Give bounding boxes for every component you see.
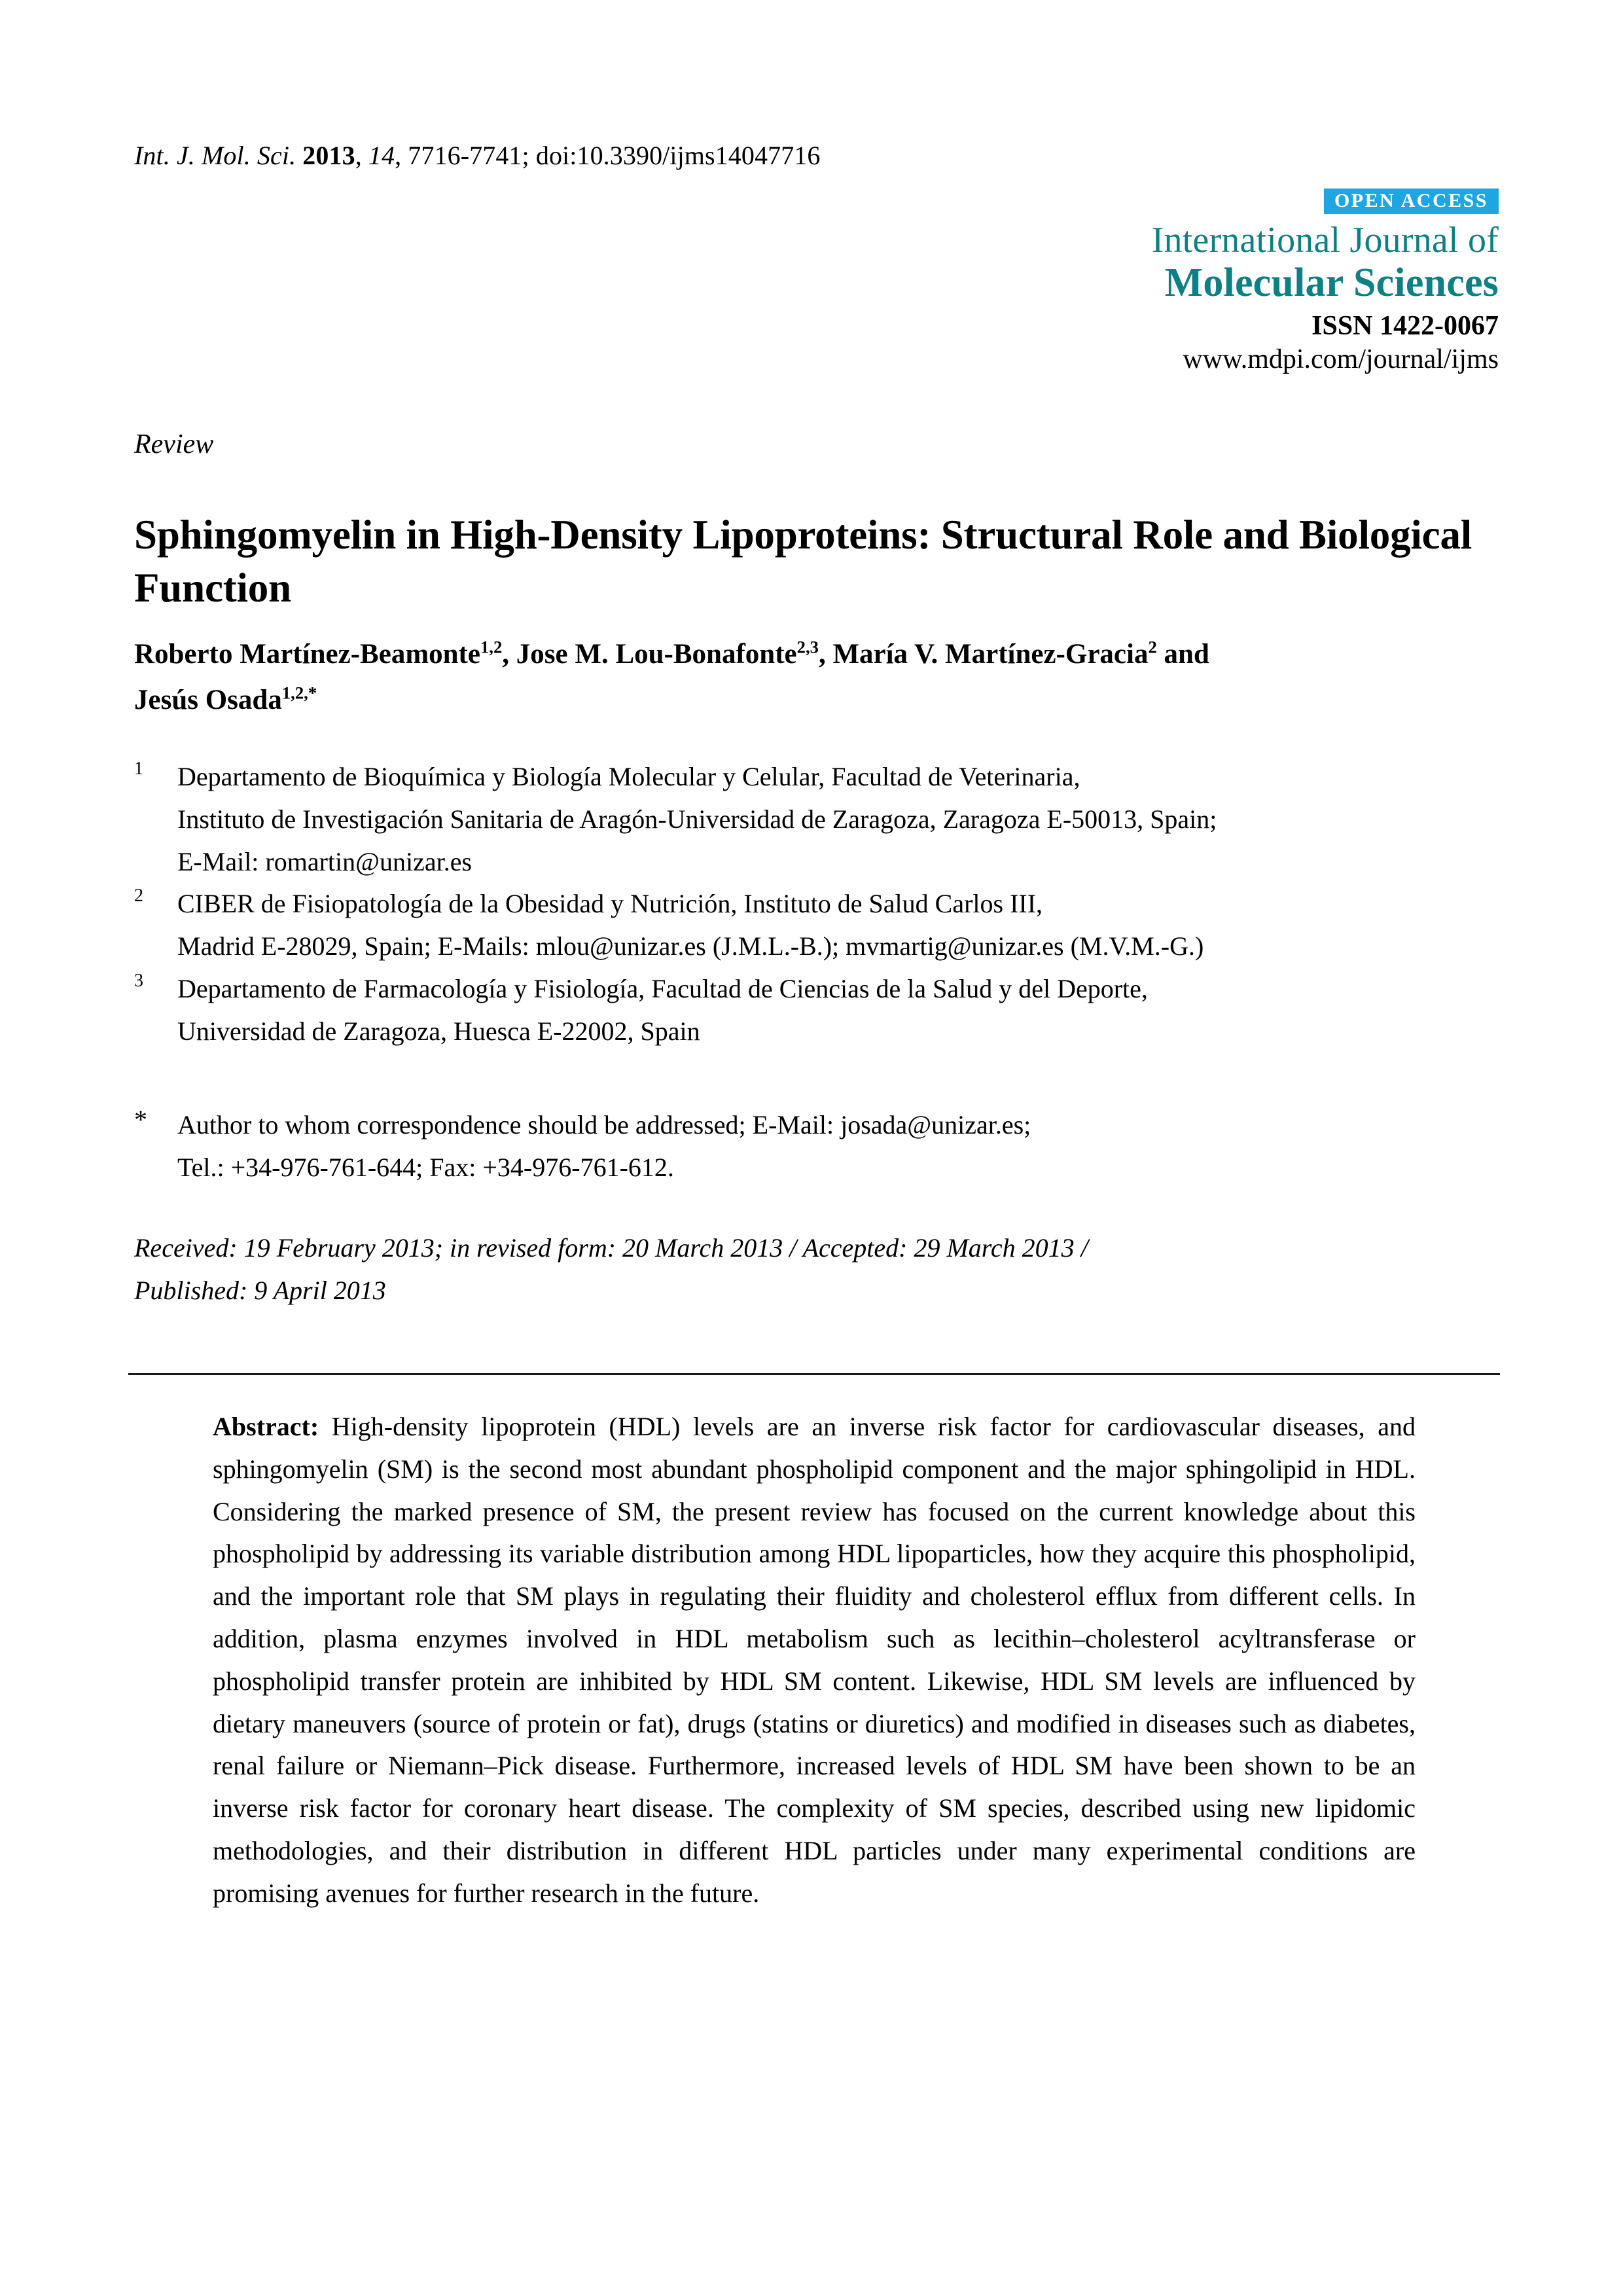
author-name-1: Roberto Martínez-Beamonte (134, 639, 480, 670)
publication-history (134, 1227, 1499, 1312)
corresponding-author-note (134, 1104, 1499, 1189)
journal-url: www.mdpi.com/journal/ijms (1183, 344, 1499, 374)
history-line-received: Received: 19 February 2013; in revised form: 20 March 2013 / Accepted: 29 March 2013 / (134, 1233, 1088, 1263)
author-line-2 (134, 677, 1499, 723)
journal-issn: ISSN 1422-0067 (1311, 311, 1499, 342)
author-separator-1: , Jose M. Lou-Bonafonte (502, 639, 797, 670)
affiliation-body (177, 756, 1499, 883)
open-access-badge: OPEN ACCESS (1324, 188, 1499, 214)
author-separator-2: , María V. Martínez-Gracia (818, 639, 1149, 670)
affiliation-line: Departamento de Farmacología y Fisiología, Facultad de Ciencias de la Salud y del Deporte, (177, 973, 1148, 1003)
affiliation-line: Instituto de Investigación Sanitaria de Aragón-Universidad de Zaragoza, Zaragoza E-50013, Spain; (177, 804, 1217, 834)
author-affiliation-sup-2: 2,3 (796, 637, 819, 657)
abstract-text: High-density lipoprotein (HDL) levels are an inverse risk factor for cardiovascular diseases, and sphingomyelin (SM) is the second most abundant phospholipid component and the major sphingolipid in HDL. Considering the marked presence of SM, the present review has focused on the current knowledge about this phospholipid by addressing its variable distribution among HDL lipoparticles, how they acquire this phospholipid, and the important role that SM plays in regulating their fluidity and cholesterol efflux from different cells. In addition, plasma enzymes involved in HDL metabolism such as lecithin–cholesterol acyltransferase or phospholipid transfer protein are inhibited by HDL SM content. Likewise, HDL SM levels are influenced by dietary maneuvers (source of protein or fat), drugs (statins or diuretics) and modified in diseases such as diabetes, renal failure or Niemann–Pick disease. Furthermore, increased levels of HDL SM have been shown to be an inverse risk factor for coronary heart disease. The complexity of SM species, described using new lipidomic methodologies, and their distribution in different HDL particles under many experimental conditions are promising avenues for further research in the future. (213, 1412, 1416, 1908)
affiliation-list (134, 756, 1499, 1053)
affiliation-item (134, 968, 1499, 1053)
author-conjunction: and (1156, 639, 1209, 670)
affiliation-body (177, 883, 1499, 968)
affiliation-email: Madrid E-28029, Spain; E-Mails: mlou@unizar.es (J.M.L.-B.); mvmartig@unizar.es (M.V.M.-G.) (177, 931, 1204, 961)
affiliation-item (134, 883, 1499, 968)
correspondence-phone-line: Tel.: +34-976-761-644; Fax: +34-976-761-612. (177, 1152, 674, 1182)
correspondence-row (134, 1104, 1499, 1189)
correspondence-body (177, 1104, 1499, 1189)
author-affiliation-sup-1: 1,2 (480, 637, 503, 657)
journal-masthead (766, 188, 1499, 375)
affiliation-body (177, 968, 1499, 1053)
running-header-text: Int. J. Mol. Sci. 2013, 14, 7716-7741; doi:10.3390/ijms14047716 (134, 141, 821, 170)
affiliation-marker: 1 (134, 759, 143, 779)
affiliation-item (134, 756, 1499, 883)
affiliation-marker: 3 (134, 970, 143, 991)
history-line-published: Published: 9 April 2013 (134, 1275, 386, 1305)
abstract-block (213, 1406, 1416, 1915)
abstract-label: Abstract: (213, 1412, 319, 1441)
correspondence-email-line: Author to whom correspondence should be addressed; E-Mail: josada@unizar.es; (177, 1110, 1031, 1139)
open-access-badge-wrap (766, 188, 1499, 214)
running-header (134, 140, 821, 171)
author-affiliation-sup-4: 1,2,* (281, 683, 317, 703)
affiliation-line: CIBER de Fisiopatología de la Obesidad y Nutrición, Instituto de Salud Carlos III, (177, 889, 1043, 919)
affiliation-email: E-Mail: romartin@unizar.es (177, 846, 473, 876)
author-affiliation-sup-3: 2 (1148, 637, 1157, 657)
affiliation-marker: 2 (134, 886, 143, 906)
journal-name-line1: International Journal of (1151, 220, 1499, 260)
author-list (134, 632, 1499, 723)
affiliation-line: Departamento de Bioquímica y Biología Molecular y Celular, Facultad de Veterinaria, (177, 762, 1080, 791)
affiliation-line: Universidad de Zaragoza, Huesca E-22002, Spain (177, 1016, 700, 1046)
journal-name-line2: Molecular Sciences (1164, 260, 1499, 306)
horizontal-rule (128, 1373, 1500, 1375)
article-title: Sphingomyelin in High-Density Lipoproteins: Structural Role and Biological Function (134, 512, 1472, 611)
author-name-4: Jesús Osada (134, 684, 282, 715)
article-type-label: Review (134, 429, 214, 459)
correspondence-marker: * (134, 1105, 147, 1134)
